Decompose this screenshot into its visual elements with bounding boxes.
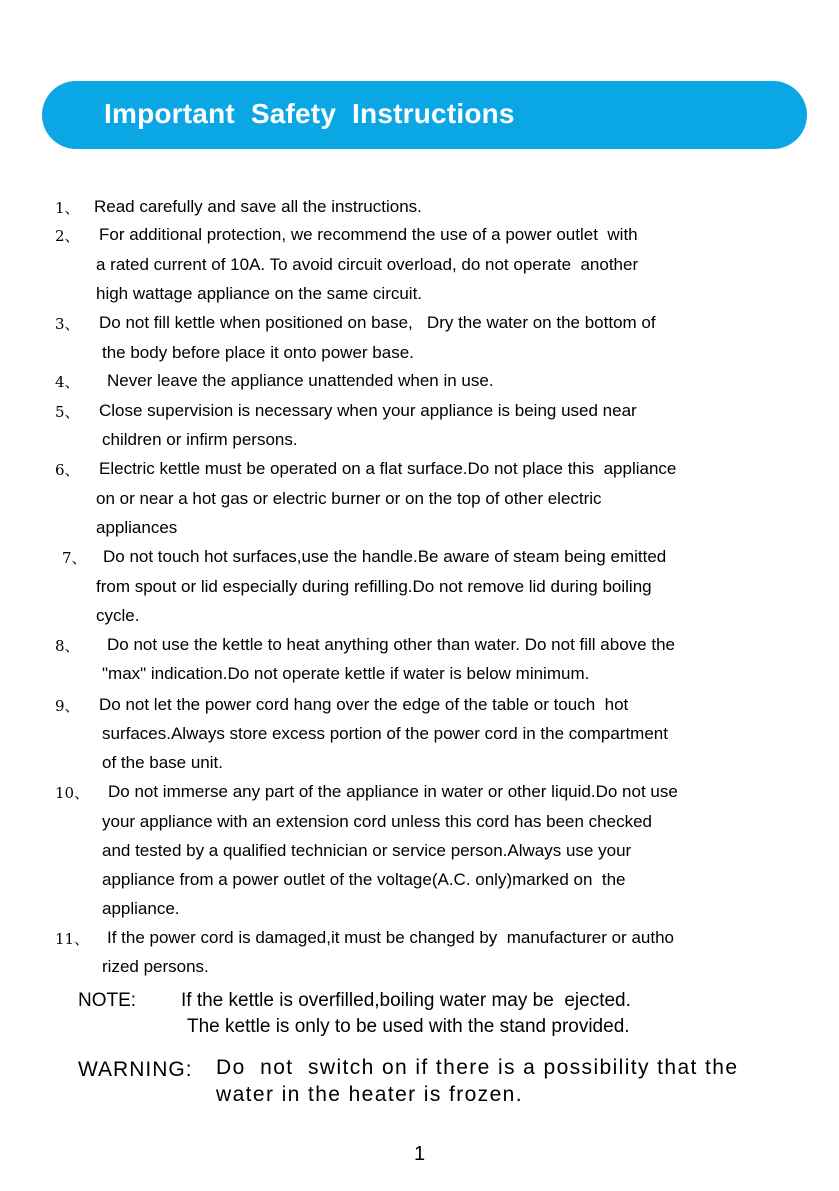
item-line: your appliance with an extension cord unless this cord has been checked [102,812,653,831]
item-line: rized persons. [102,957,209,976]
item-number: 3、 [55,315,80,333]
item-line: and tested by a qualified technician or service person.Always use your [102,841,632,860]
item-line: Do not let the power cord hang over the edge of the table or touch hot [99,695,629,714]
item-line: Never leave the appliance unattended when in use. [107,371,494,390]
item-number: 2、 [55,227,80,245]
page-title: Important Safety Instructions [104,98,515,129]
item-line: If the power cord is damaged,it must be changed by manufacturer or autho [107,928,674,947]
title-banner [42,81,807,149]
item-line: on or near a hot gas or electric burner or on the top of other electric [96,489,602,508]
item-line: Electric kettle must be operated on a flat surface.Do not place this appliance [99,459,677,478]
item-line: For additional protection, we recommend the use of a power outlet with [99,225,638,244]
item-line: Do not touch hot surfaces,use the handle.Be aware of steam being emitted [103,547,667,566]
item-line: appliance from a power outlet of the voltage(A.C. only)marked on the [102,870,626,889]
item-line: Read carefully and save all the instructions. [94,197,422,216]
item-line: the body before place it onto power base. [102,343,414,362]
note-label: NOTE: [78,990,137,1011]
item-line: Do not immerse any part of the appliance in water or other liquid.Do not use [108,782,678,801]
item-line: Do not fill kettle when positioned on base, Dry the water on the bottom of [99,313,656,332]
item-line: Close supervision is necessary when your appliance is being used near [99,401,637,420]
item-line: from spout or lid especially during refilling.Do not remove lid during boiling [96,577,652,596]
item-number: 4、 [55,373,80,391]
item-line: children or infirm persons. [102,430,298,449]
warning-label: WARNING: [78,1058,193,1081]
note-line: The kettle is only to be used with the stand provided. [187,1016,630,1037]
item-line: "max" indication.Do not operate kettle if water is below minimum. [102,664,590,683]
note-line: If the kettle is overfilled,boiling water may be ejected. [181,990,631,1011]
warning-line: Do not switch on if there is a possibility that the [216,1056,739,1079]
item-line: of the base unit. [102,753,223,772]
item-line: surfaces.Always store excess portion of the power cord in the compartment [102,724,668,743]
item-number: 7、 [62,549,87,567]
item-line: a rated current of 10A. To avoid circuit overload, do not operate another [96,255,639,274]
item-line: appliance. [102,899,180,918]
item-number: 10、 [55,784,90,802]
item-number: 9、 [55,697,80,715]
item-number: 11、 [55,930,90,948]
item-number: 8、 [55,637,80,655]
item-number: 5、 [55,403,80,421]
item-number: 1、 [55,199,80,217]
item-line: high wattage appliance on the same circuit. [96,284,423,303]
page-number: 1 [414,1143,426,1165]
item-line: appliances [96,518,178,537]
item-line: Do not use the kettle to heat anything other than water. Do not fill above the [107,635,675,654]
item-line: cycle. [96,606,140,625]
item-number: 6、 [55,461,80,479]
warning-line: water in the heater is frozen. [216,1083,523,1106]
